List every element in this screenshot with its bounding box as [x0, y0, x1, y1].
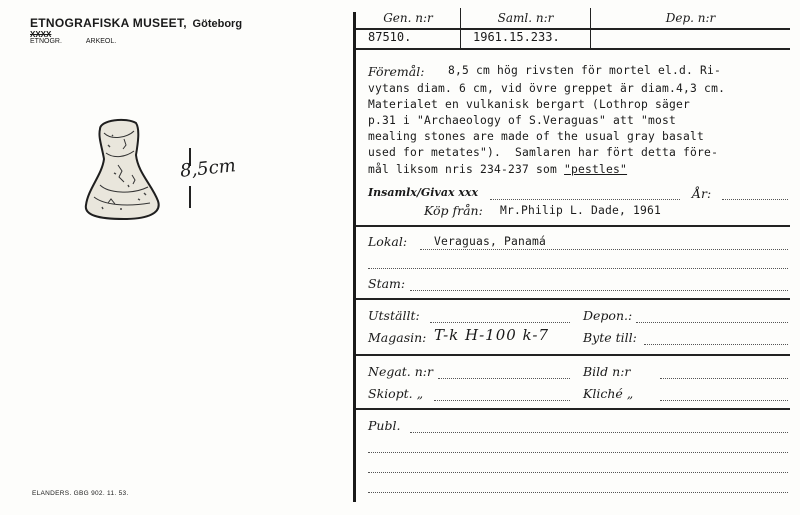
dept-etnogr: ETNOGR. [30, 38, 62, 45]
lokal-dots-2 [368, 268, 788, 269]
measure-tick-bottom [189, 186, 191, 208]
foremal-line-6: used for metates"). Samlaren har fört detta före- [368, 146, 719, 159]
foremal-line-7 [368, 163, 627, 176]
gen-label: Gen. n:r [383, 11, 433, 25]
depon-dots [636, 322, 788, 323]
lokal-label: Lokal: [368, 234, 408, 249]
saml-value: 1961.15.233. [473, 30, 560, 44]
negat-label: Negat. n:r [368, 364, 433, 379]
magasin-value: T-k H-100 k-7 [434, 326, 549, 344]
museum-name-text: ETNOGRAFISKA MUSEET, [30, 16, 187, 30]
insamlat-struck-label: Insamlx/Givax xxx [368, 186, 479, 199]
foremal-line-7-text: mål liksom nris 234-237 som [368, 163, 565, 176]
negat-dots [438, 378, 570, 379]
kop-value: Mr.Philip L. Dade, 1961 [500, 204, 662, 217]
gen-value: 87510. [368, 30, 412, 44]
bild-dots [660, 378, 788, 379]
measure-note: 8,5cm [179, 155, 237, 182]
year-label: År: [692, 186, 712, 201]
stam-dots [410, 290, 788, 291]
saml-label: Saml. n:r [497, 11, 554, 25]
publ-dots-4 [368, 492, 788, 493]
stam-label: Stam: [368, 276, 406, 291]
vertical-rule [353, 12, 356, 502]
department-line [30, 38, 116, 45]
foremal-line-2: vytans diam. 6 cm, vid övre greppet är diam.4,3 cm. [368, 82, 726, 95]
bild-label: Bild n:r [583, 364, 631, 379]
museum-city: Göteborg [192, 18, 243, 30]
printer-line: ELANDERS. GBG 902. 11. 53. [32, 490, 129, 497]
year-dots [722, 199, 788, 200]
depon-label: Depon.: [583, 308, 633, 323]
foremal-line-1: 8,5 cm hög rivsten för mortel el.d. Ri- [448, 64, 722, 77]
publ-label: Publ. [368, 418, 401, 433]
utstallt-dots [430, 322, 570, 323]
byte-label: Byte till: [583, 330, 637, 345]
dep-label: Dep. n:r [665, 11, 716, 25]
utstallt-label: Utställt: [368, 308, 420, 323]
kop-label: Köp från: [424, 203, 483, 218]
struck-mark: XXXX [30, 30, 52, 39]
publ-dots-3 [368, 472, 788, 473]
foremal-line-4: p.31 i "Archaeology of S.Veraguas" att "most [368, 114, 677, 127]
foremal-line-5: mealing stones are made of the usual gray basalt [368, 130, 705, 143]
rule-after-acquisition [356, 225, 790, 227]
rule-after-storage [356, 354, 790, 356]
pestles-term: "pestles" [564, 163, 628, 176]
kliche-label: Kliché „ [583, 386, 634, 401]
lokal-dots-1 [420, 249, 788, 250]
rule-after-photo [356, 408, 790, 410]
header-mid-rule [356, 28, 790, 30]
magasin-label: Magasin: [368, 330, 427, 345]
foremal-label: Föremål: [368, 64, 425, 79]
skiopt-dots [434, 400, 570, 401]
museum-name [30, 16, 242, 30]
byte-dots [644, 344, 788, 345]
publ-dots-2 [368, 452, 788, 453]
insamlat-dots [490, 199, 680, 200]
lokal-value: Veraguas, Panamá [434, 235, 547, 248]
publ-dots-1 [410, 432, 788, 433]
skiopt-label: Skiopt. „ [368, 386, 424, 401]
kliche-dots [660, 400, 788, 401]
foremal-line-3: Materialet en vulkanisk bergart (Lothrop säger [368, 98, 691, 111]
dept-arkeol: ARKEOL. [85, 38, 117, 45]
header-bottom-rule [356, 48, 790, 50]
stone-pestle-icon [78, 115, 168, 220]
rule-after-stam [356, 298, 790, 300]
